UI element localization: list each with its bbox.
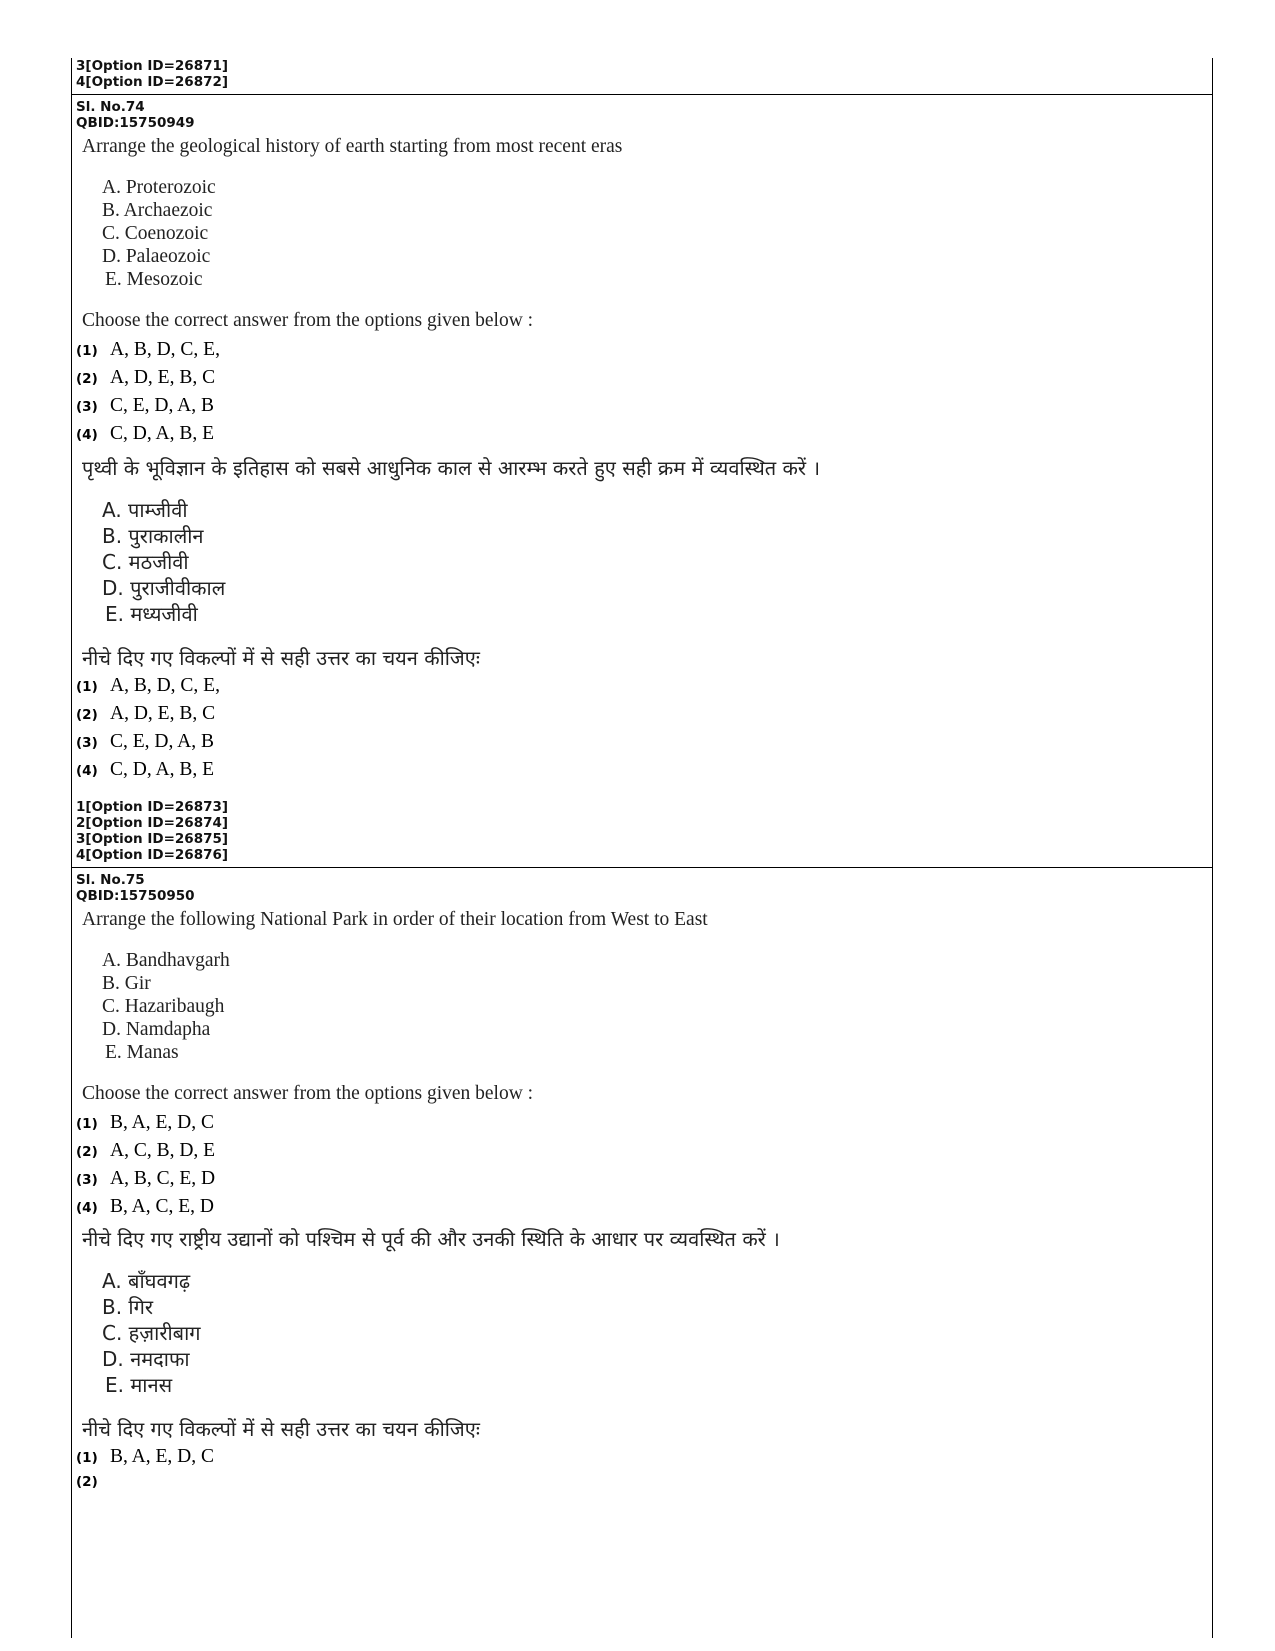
option-id-line: 3[Option ID=26875] — [76, 831, 229, 847]
list-item: C. Hazaribaugh — [102, 996, 225, 1017]
list-item: B. गिर — [102, 1295, 154, 1319]
answer-option[interactable] — [72, 395, 1212, 423]
list-item: B. Gir — [102, 973, 151, 994]
item-list-en — [72, 949, 1212, 1064]
option-id-list — [72, 799, 1212, 863]
question-prompt-hi: नीचे दिए गए राष्ट्रीय उद्यानों को पश्चिम से पूर्व की और उनकी स्थिति के आधार पर व्यवस्थित करें । — [82, 1227, 780, 1251]
option-value: A, B, D, C, E, — [110, 339, 220, 360]
list-item: E. Mesozoic — [105, 269, 203, 290]
list-item: D. पुराजीवीकाल — [102, 576, 226, 600]
answer-option[interactable] — [72, 423, 1212, 451]
list-item: E. मध्यजीवी — [105, 602, 198, 626]
option-number: (4) — [76, 1200, 98, 1216]
option-value: C, E, D, A, B — [110, 395, 215, 416]
option-number: (1) — [76, 1116, 98, 1132]
answer-option[interactable] — [72, 1168, 1212, 1196]
top-option-ids — [72, 58, 1212, 90]
list-item: D. नमदाफा — [102, 1347, 190, 1371]
answer-option[interactable] — [72, 339, 1212, 367]
list-item: A. Bandhavgarh — [102, 950, 230, 971]
item-list-hi — [72, 497, 1212, 627]
question-prompt-en: Arrange the geological history of earth starting from most recent eras — [82, 136, 623, 157]
list-item: C. मठजीवी — [102, 550, 189, 574]
list-item: E. मानस — [105, 1373, 173, 1397]
option-number: (3) — [76, 1172, 98, 1188]
answer-options-en — [72, 339, 1212, 451]
option-id-line: 4[Option ID=26872] — [76, 74, 229, 90]
choose-instruction-hi: नीचे दिए गए विकल्पों में से सही उत्तर का चयन कीजिएः — [82, 1417, 480, 1441]
option-number: (2) — [76, 1144, 98, 1160]
option-number: (3) — [76, 735, 98, 751]
option-number: (2) — [76, 1474, 98, 1490]
answer-options-hi — [72, 675, 1212, 787]
option-value: B, A, C, E, D — [110, 1196, 215, 1217]
answer-option[interactable] — [72, 675, 1212, 703]
answer-option[interactable] — [72, 367, 1212, 395]
answer-option[interactable] — [72, 703, 1212, 731]
option-number: (2) — [76, 707, 98, 723]
question-74 — [72, 94, 1212, 863]
answer-option[interactable] — [72, 759, 1212, 787]
option-number: (1) — [76, 679, 98, 695]
option-value: A, B, D, C, E, — [110, 675, 220, 696]
question-header — [72, 95, 1212, 131]
list-item: C. हज़ारीबाग — [102, 1321, 201, 1345]
list-item: A. Proterozoic — [102, 177, 216, 198]
answer-option[interactable] — [72, 731, 1212, 759]
answer-option[interactable] — [72, 1112, 1212, 1140]
list-item: B. Archaezoic — [102, 200, 213, 221]
option-id-line: 3[Option ID=26871] — [76, 58, 229, 74]
option-number: (1) — [76, 343, 98, 359]
document-page — [71, 58, 1213, 1638]
qbid: QBID:15750949 — [76, 115, 195, 131]
question-75 — [72, 867, 1212, 1502]
serial-number: Sl. No.75 — [76, 872, 145, 888]
choose-instruction-en: Choose the correct answer from the options given below : — [82, 1083, 534, 1104]
option-id-line: 2[Option ID=26874] — [76, 815, 229, 831]
option-number: (1) — [76, 1450, 98, 1466]
answer-option[interactable] — [72, 1140, 1212, 1168]
question-prompt-en: Arrange the following National Park in order of their location from West to East — [82, 909, 708, 930]
list-item: A. बाँघवगढ़ — [102, 1269, 191, 1293]
list-item: B. पुराकालीन — [102, 524, 204, 548]
option-number: (4) — [76, 427, 98, 443]
option-value: C, D, A, B, E — [110, 759, 215, 780]
option-value: B, A, E, D, C — [110, 1446, 215, 1467]
option-value: A, D, E, B, C — [110, 367, 216, 388]
question-header — [72, 868, 1212, 904]
list-item: C. Coenozoic — [102, 223, 209, 244]
answer-options-en — [72, 1112, 1212, 1224]
option-value: A, C, B, D, E — [110, 1140, 216, 1161]
option-id-line: 4[Option ID=26876] — [76, 847, 229, 863]
option-value: C, D, A, B, E — [110, 423, 215, 444]
answer-options-hi — [72, 1446, 1212, 1502]
answer-option[interactable] — [72, 1474, 1212, 1502]
choose-instruction-hi: नीचे दिए गए विकल्पों में से सही उत्तर का चयन कीजिएः — [82, 646, 480, 670]
item-list-en — [72, 176, 1212, 291]
option-number: (3) — [76, 399, 98, 415]
list-item: A. पाम्जीवी — [102, 498, 188, 522]
serial-number: Sl. No.74 — [76, 99, 145, 115]
list-item: D. Palaeozoic — [102, 246, 211, 267]
option-number: (2) — [76, 371, 98, 387]
question-prompt-hi: पृथ्वी के भूविज्ञान के इतिहास को सबसे आधुनिक काल से आरम्भ करते हुए सही क्रम में व्यवस्थित करें । — [82, 456, 821, 480]
option-value: A, B, C, E, D — [110, 1168, 216, 1189]
answer-option[interactable] — [72, 1446, 1212, 1474]
choose-instruction-en: Choose the correct answer from the options given below : — [82, 310, 534, 331]
answer-option[interactable] — [72, 1196, 1212, 1224]
list-item: D. Namdapha — [102, 1019, 211, 1040]
qbid: QBID:15750950 — [76, 888, 195, 904]
option-value: A, D, E, B, C — [110, 703, 216, 724]
item-list-hi — [72, 1268, 1212, 1398]
option-number: (4) — [76, 763, 98, 779]
list-item: E. Manas — [105, 1042, 179, 1063]
option-value: B, A, E, D, C — [110, 1112, 215, 1133]
option-id-line: 1[Option ID=26873] — [76, 799, 229, 815]
option-value: C, E, D, A, B — [110, 731, 215, 752]
